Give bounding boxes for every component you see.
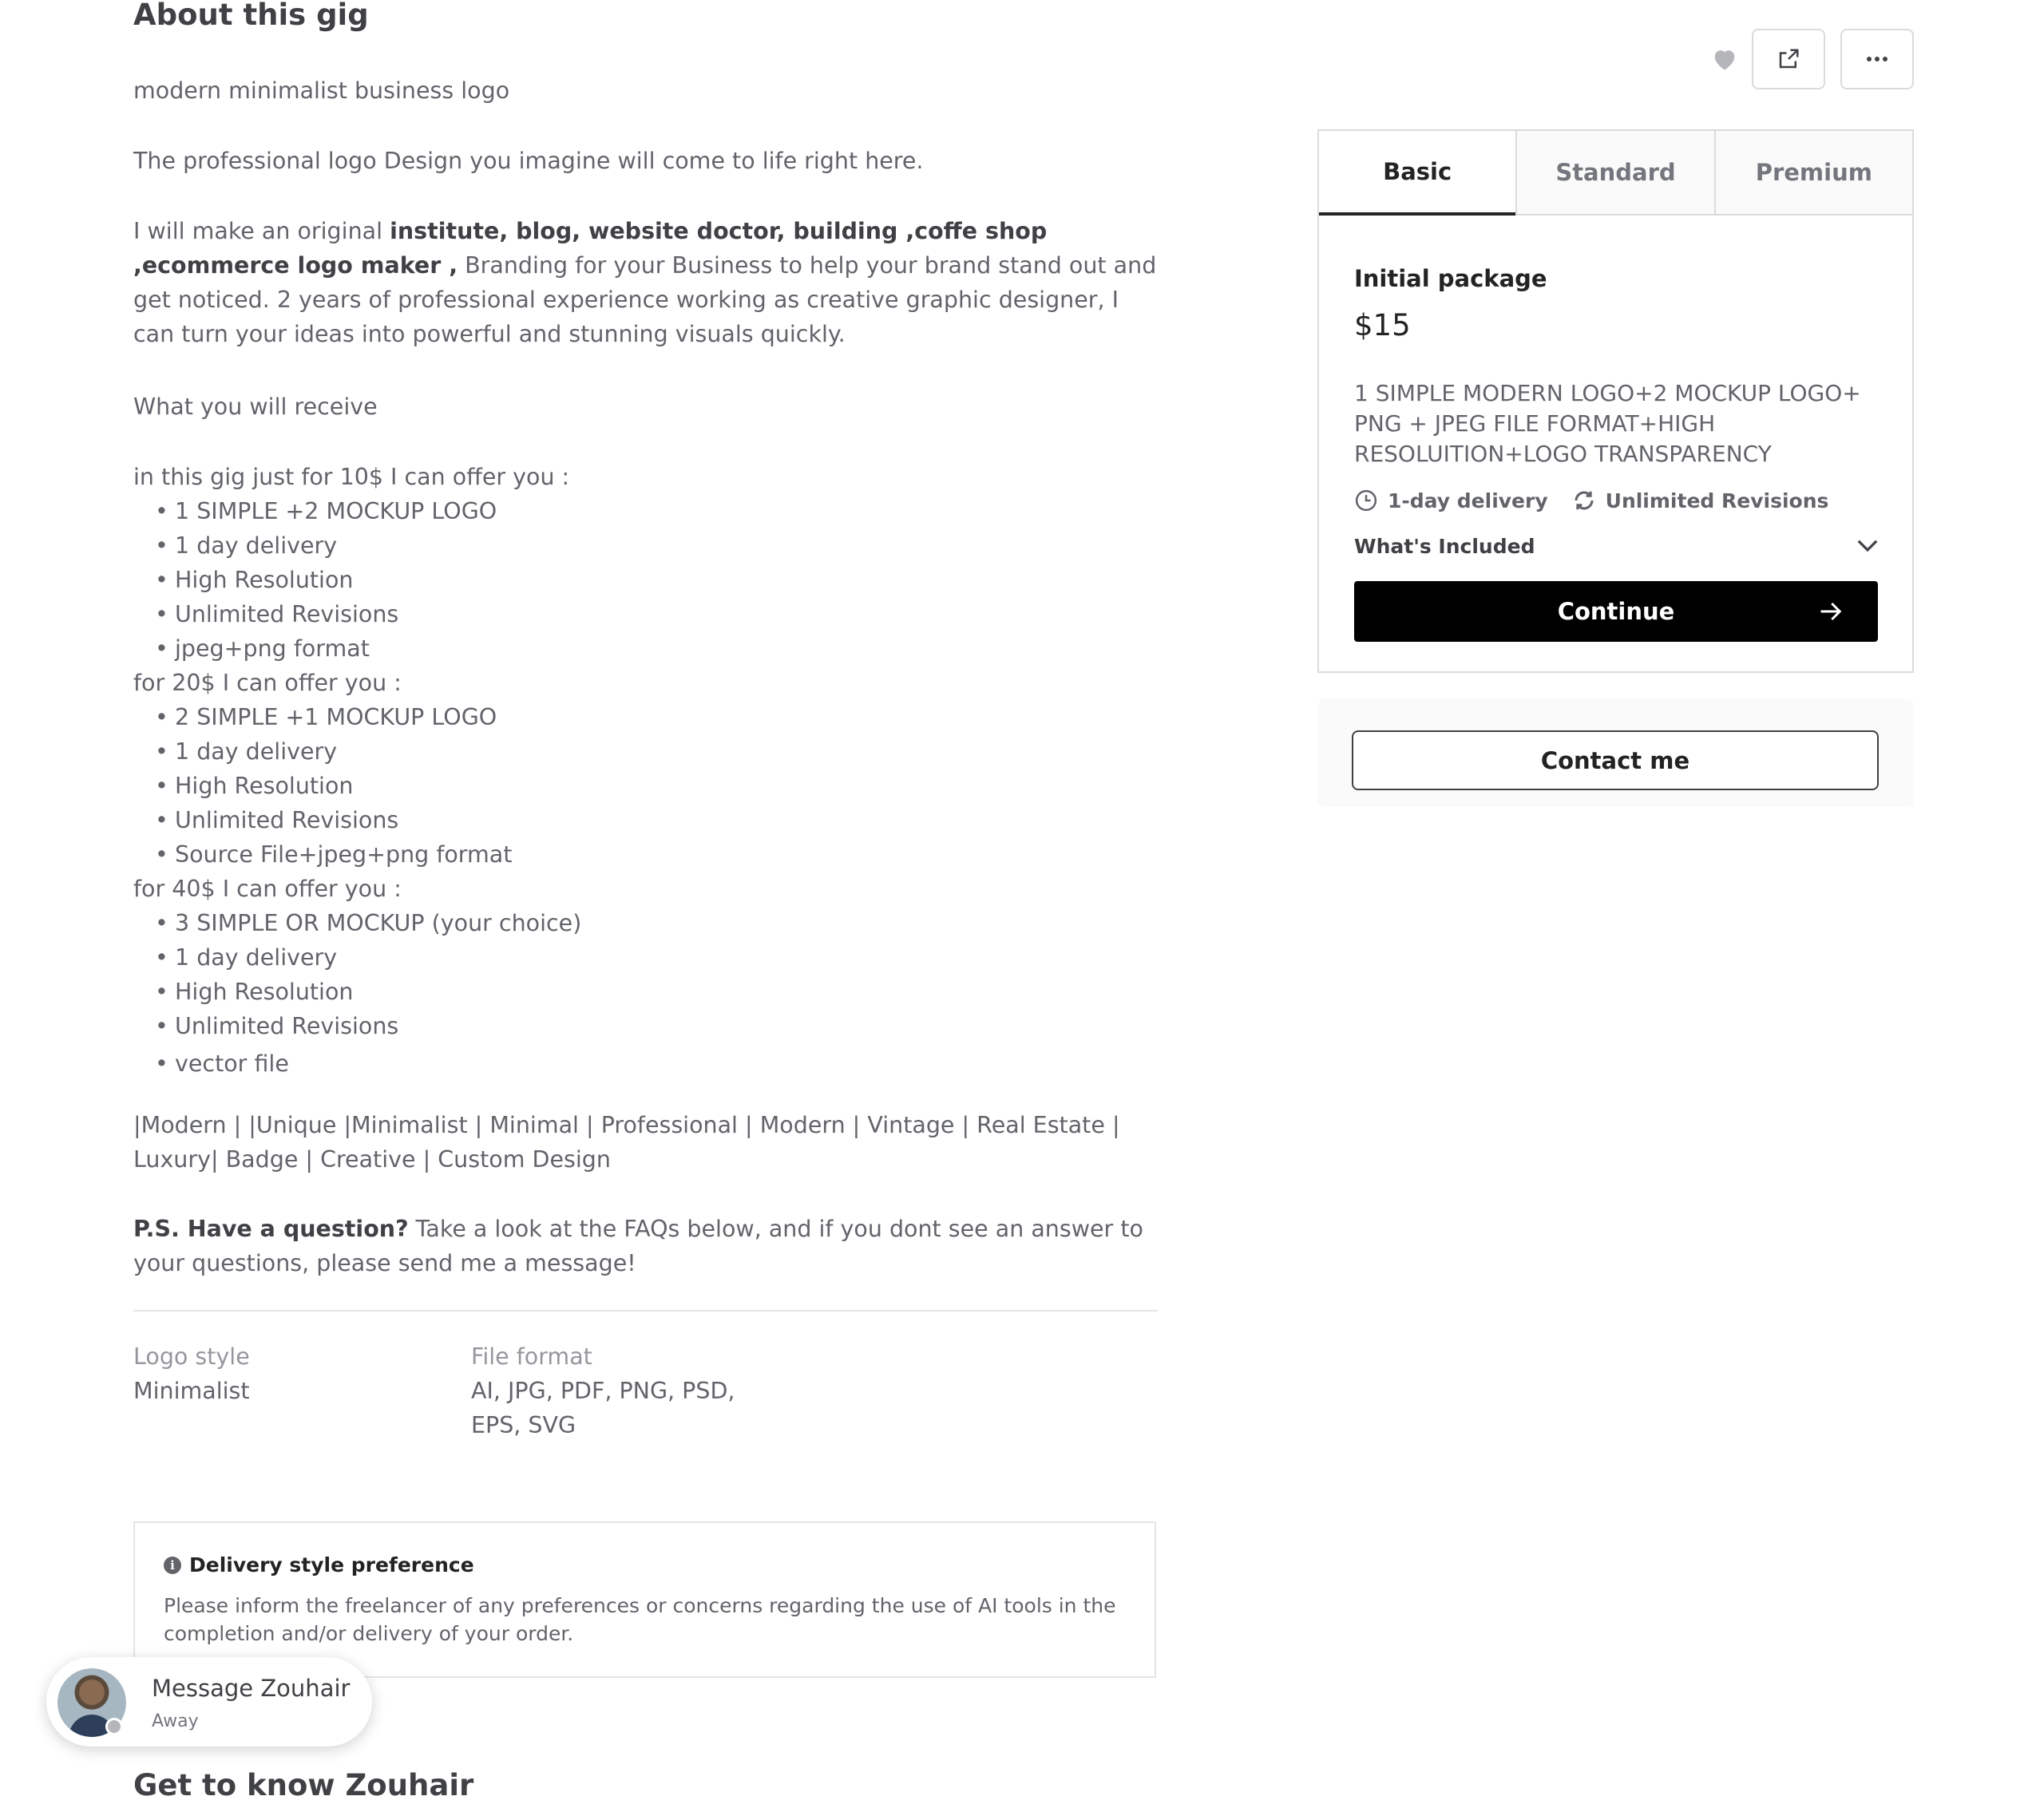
ps-note: P.S. Have a question? Take a look at the FAQs below, and if you dont see an answer to your questions, please send me a message! xyxy=(133,1216,1143,1276)
package-name: Initial package xyxy=(1354,265,1547,292)
page-title: About this gig xyxy=(133,0,369,32)
file-format-value-1: AI, JPG, PDF, PNG, PSD, xyxy=(471,1378,735,1404)
list-item: • High Resolution xyxy=(133,975,581,1009)
list-item: • 1 day delivery xyxy=(133,734,512,769)
list-item: • Source File+jpeg+png format xyxy=(133,837,512,872)
info-icon: i xyxy=(164,1557,181,1574)
revisions: Unlimited Revisions xyxy=(1605,489,1829,512)
gig-intro: The professional logo Design you imagine will come to life right here. xyxy=(133,148,924,174)
chevron-down-icon xyxy=(1856,538,1880,554)
gig-description: I will make an original institute, blog, website doctor, building ,coffe shop ,ecommerce logo maker , Branding for your Business to help your brand stand out and get noticed. 2 years of professional experience working as creative graphic designer, I can turn your ideas into powerful and stunning visuals quickly. xyxy=(133,218,1157,347)
list-item: • Unlimited Revisions xyxy=(133,597,497,631)
more-icon xyxy=(1865,55,1889,63)
file-format-label: File format xyxy=(471,1343,592,1370)
list-item: • 2 SIMPLE +1 MOCKUP LOGO xyxy=(133,700,512,734)
logo-style-label: Logo style xyxy=(133,1343,250,1370)
list-item: • High Resolution xyxy=(133,769,512,803)
more-button[interactable] xyxy=(1840,29,1914,89)
file-format-meta xyxy=(471,1339,735,1442)
receive-heading: What you will receive xyxy=(133,394,378,420)
logo-style-value: Minimalist xyxy=(133,1378,250,1404)
gig-subtitle: modern minimalist business logo xyxy=(133,77,510,104)
arrow-right-icon xyxy=(1819,601,1843,622)
offer-3-intro: for 40$ I can offer you : xyxy=(133,876,402,902)
seller-status: Away xyxy=(152,1711,199,1731)
continue-button[interactable]: Continue xyxy=(1354,581,1878,642)
share-button[interactable] xyxy=(1752,29,1825,89)
offer-1-list xyxy=(133,494,497,666)
refresh-icon xyxy=(1572,489,1596,512)
contact-panel xyxy=(1317,698,1914,807)
delivery-time: 1-day delivery xyxy=(1388,489,1548,512)
file-format-value-2: EPS, SVG xyxy=(471,1412,576,1438)
list-item: • High Resolution xyxy=(133,563,497,597)
package-card xyxy=(1317,129,1914,673)
list-item: • Unlimited Revisions xyxy=(133,803,512,837)
offer-2-intro: for 20$ I can offer you : xyxy=(133,670,402,696)
package-price: $15 xyxy=(1354,308,1411,342)
whats-included-label: What's Included xyxy=(1354,534,1535,558)
delivery-preference-text: Please inform the freelancer of any preferences or concerns regarding the use of AI tools in the completion and/or delivery of your order. xyxy=(164,1594,1116,1645)
offer-2-list xyxy=(133,700,512,872)
logo-style-meta xyxy=(133,1339,250,1408)
package-features xyxy=(1354,489,1828,512)
gig-tags: |Modern | |Unique |Minimalist | Minimal | Professional | Modern | Vintage | Real Estate | Luxury| Badge | Creative | Custom Design xyxy=(133,1112,1120,1173)
message-seller-bubble[interactable] xyxy=(46,1657,372,1747)
delivery-preference-header xyxy=(164,1553,474,1577)
package-tabs xyxy=(1319,131,1912,217)
offer-3-list xyxy=(133,906,581,1081)
whats-included-toggle[interactable] xyxy=(1354,528,1880,564)
list-item: • 1 SIMPLE +2 MOCKUP LOGO xyxy=(133,494,497,528)
contact-me-button[interactable]: Contact me xyxy=(1352,730,1879,790)
share-icon xyxy=(1777,47,1800,71)
tab-premium[interactable]: Premium xyxy=(1714,131,1912,216)
delivery-preference-box xyxy=(133,1521,1156,1678)
list-item: • vector file xyxy=(133,1046,581,1081)
list-item: • 1 day delivery xyxy=(133,940,581,975)
clock-icon xyxy=(1354,489,1378,512)
section-divider xyxy=(133,1310,1158,1311)
list-item: • 3 SIMPLE OR MOCKUP (your choice) xyxy=(133,906,581,940)
heart-icon[interactable] xyxy=(1709,43,1741,75)
list-item: • Unlimited Revisions xyxy=(133,1009,581,1043)
delivery-preference-title: Delivery style preference xyxy=(189,1553,474,1577)
offer-1-intro: in this gig just for 10$ I can offer you : xyxy=(133,464,570,490)
status-dot xyxy=(105,1718,123,1735)
package-description: 1 SIMPLE MODERN LOGO+2 MOCKUP LOGO+ PNG + JPEG FILE FORMAT+HIGH RESOLUITION+LOGO TRANSPARENCY xyxy=(1354,380,1861,467)
tab-basic[interactable]: Basic xyxy=(1319,131,1515,216)
get-to-know-title: Get to know Zouhair xyxy=(133,1768,474,1802)
tab-standard[interactable]: Standard xyxy=(1515,131,1713,216)
message-seller-name: Message Zouhair xyxy=(152,1675,351,1702)
list-item: • jpeg+png format xyxy=(133,631,497,666)
list-item: • 1 day delivery xyxy=(133,528,497,563)
